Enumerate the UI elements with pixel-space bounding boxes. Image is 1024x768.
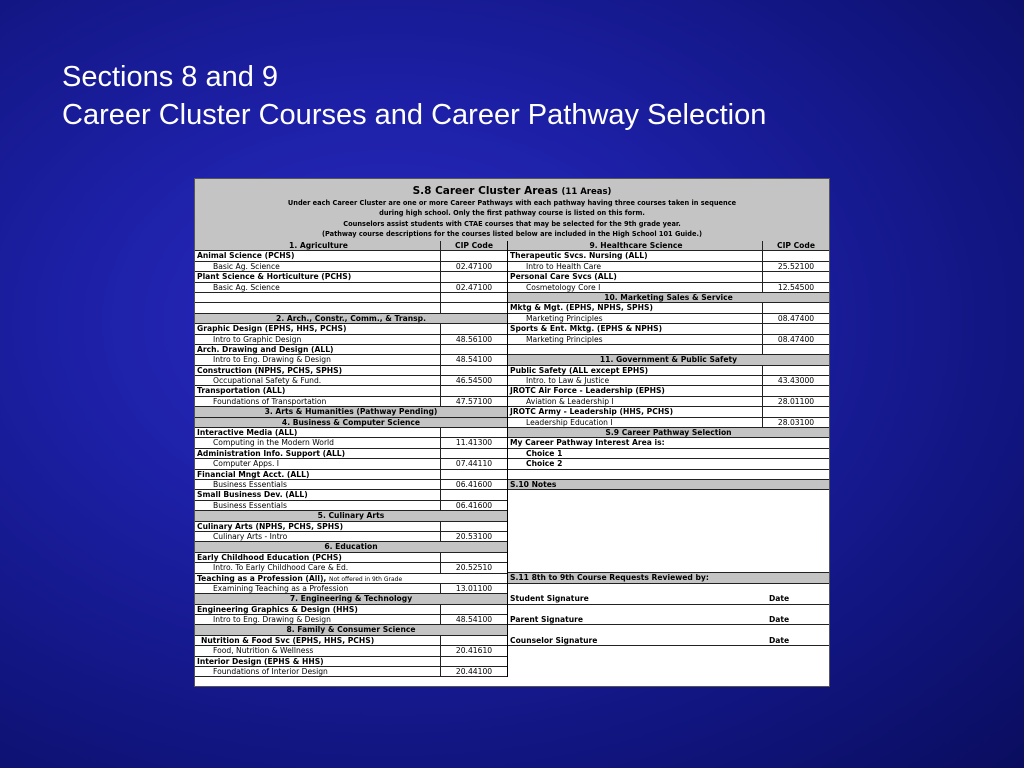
- pathway-row: Plant Science & Horticulture (PCHS): [195, 272, 507, 282]
- course-row: Cosmetology Core I 12.54500: [508, 283, 829, 293]
- notes-header: S.10 Notes: [508, 480, 829, 490]
- form-intro-1: Under each Career Cluster are one or more Career Pathways with each pathway having three courses taken in sequence: [287, 199, 737, 207]
- review-header: S.11 8th to 9th Course Requests Reviewed by:: [508, 573, 829, 583]
- pathway-row: Arch. Drawing and Design (ALL): [195, 345, 507, 355]
- pathway-row: Interactive Media (ALL): [195, 428, 507, 438]
- date-label: Date: [769, 594, 790, 604]
- course-row: Intro. to Law & Justice 43.43000: [508, 376, 829, 386]
- course-row: Intro to Eng. Drawing & Design 48.54100: [195, 615, 507, 625]
- course-row: Aviation & Leadership I 28.01100: [508, 397, 829, 407]
- pathway-row: Administration Info. Support (ALL): [195, 449, 507, 459]
- course-row: Food, Nutrition & Wellness 20.41610: [195, 646, 507, 656]
- blank-row: [508, 470, 829, 480]
- choice-2-row[interactable]: Choice 2: [508, 459, 829, 469]
- course-row: Basic Ag. Science 02.47100: [195, 262, 507, 272]
- pathway-row: Small Business Dev. (ALL): [195, 490, 507, 500]
- form-header: [195, 179, 829, 242]
- section-header: 5. Culinary Arts: [195, 511, 507, 521]
- section-header: 11. Government & Public Safety: [508, 355, 829, 365]
- blank-row: [508, 584, 829, 594]
- course-row: Occupational Safety & Fund. 46.54500: [195, 376, 507, 386]
- course-row: Marketing Principles 08.47400: [508, 335, 829, 345]
- date-label: Date: [769, 614, 790, 624]
- pathway-row: Mktg & Mgt. (EPHS, NPHS, SPHS): [508, 303, 829, 313]
- pathway-row: Graphic Design (EPHS, HHS, PCHS): [195, 324, 507, 334]
- section-header: 4. Business & Computer Science: [195, 418, 507, 428]
- form-title: S.8 Career Cluster Areas (11 Areas): [412, 185, 612, 197]
- section-header: 2. Arch., Constr., Comm., & Transp.: [195, 314, 507, 324]
- blank-row: [195, 303, 507, 313]
- course-row: Computing in the Modern World 11.41300: [195, 438, 507, 448]
- section-header: 9. Healthcare Science CIP Code: [508, 241, 829, 251]
- form-title-note: (11 Areas): [561, 187, 612, 197]
- blank-row: [508, 605, 829, 615]
- left-column: [195, 241, 508, 677]
- course-row: Basic Ag. Science 02.47100: [195, 283, 507, 293]
- pathway-row: Sports & Ent. Mktg. (EPHS & NPHS): [508, 324, 829, 334]
- pathway-row: Teaching as a Profession (All), Not offered in 9th Grade: [195, 574, 507, 584]
- blank-row: [508, 345, 829, 355]
- parent-signature-row[interactable]: Parent Signature Date: [508, 615, 829, 625]
- course-row: Foundations of Interior Design 20.44100: [195, 667, 507, 677]
- course-row: Marketing Principles 08.47400: [508, 314, 829, 324]
- course-row: Intro. To Early Childhood Care & Ed. 20.52510: [195, 563, 507, 573]
- blank-row: [508, 625, 829, 635]
- course-row: Business Essentials 06.41600: [195, 501, 507, 511]
- career-cluster-form: [194, 178, 830, 687]
- pathway-row: Public Safety (ALL except EPHS): [508, 366, 829, 376]
- choice-1-row[interactable]: Choice 1: [508, 449, 829, 459]
- pathway-row: Culinary Arts (NPHS, PCHS, SPHS): [195, 522, 507, 532]
- course-row: Foundations of Transportation 47.57100: [195, 397, 507, 407]
- pathway-row: Nutrition & Food Svc (EPHS, HHS, PCHS): [195, 636, 507, 646]
- student-signature-row[interactable]: Student Signature Date: [508, 594, 829, 604]
- pathway-row: Therapeutic Svcs. Nursing (ALL): [508, 251, 829, 261]
- pathway-row: Financial Mngt Acct. (ALL): [195, 470, 507, 480]
- section-header: 10. Marketing Sales & Service: [508, 293, 829, 303]
- form-intro-2: during high school. Only the first pathway course is listed on this form.: [379, 209, 645, 218]
- pathway-note: Not offered in 9th Grade: [328, 575, 403, 583]
- pathway-row: Animal Science (PCHS): [195, 251, 507, 261]
- pathway-row: Engineering Graphics & Design (HHS): [195, 605, 507, 615]
- pathway-row: Personal Care Svcs (ALL): [508, 272, 829, 282]
- pathway-row: Construction (NPHS, PCHS, SPHS): [195, 366, 507, 376]
- section-header: 3. Arts & Humanities (Pathway Pending): [195, 407, 507, 417]
- section-header: 6. Education: [195, 542, 507, 552]
- selection-label: My Career Pathway Interest Area is:: [508, 438, 829, 448]
- section-header: S.9 Career Pathway Selection: [508, 428, 829, 438]
- section-header: 8. Family & Consumer Science: [195, 625, 507, 635]
- course-row: Intro to Graphic Design 48.56100: [195, 335, 507, 345]
- section-header: 1. Agriculture CIP Code: [195, 241, 507, 251]
- pathway-row: Transportation (ALL): [195, 386, 507, 396]
- right-column: [508, 241, 829, 646]
- course-row: Intro to Health Care 25.52100: [508, 262, 829, 272]
- slide-title: [62, 58, 766, 134]
- notes-area[interactable]: [508, 490, 829, 573]
- course-row: Intro to Eng. Drawing & Design 48.54100: [195, 355, 507, 365]
- course-row: Culinary Arts - Intro 20.53100: [195, 532, 507, 542]
- form-intro-4: (Pathway course descriptions for the courses listed below are included in the High School 101 Guide.): [321, 229, 703, 238]
- counselor-signature-row[interactable]: Counselor Signature Date: [508, 636, 829, 646]
- section-header: 7. Engineering & Technology: [195, 594, 507, 604]
- form-intro-3: Counselors assist students with CTAE courses that may be selected for the 9th grade year.: [343, 219, 681, 228]
- date-label: Date: [769, 635, 790, 645]
- course-row: Business Essentials 06.41600: [195, 480, 507, 490]
- blank-row: [195, 293, 507, 303]
- pathway-row: JROTC Air Force - Leadership (EPHS): [508, 386, 829, 396]
- slide-title-line-1: Sections 8 and 9: [62, 61, 279, 93]
- course-row: Examining Teaching as a Profession 13.01100: [195, 584, 507, 594]
- course-row: Leadership Education I 28.03100: [508, 418, 829, 428]
- pathway-row: Interior Design (EPHS & HHS): [195, 657, 507, 667]
- course-row: Computer Apps. I 07.44110: [195, 459, 507, 469]
- slide-title-line-2: Career Cluster Courses and Career Pathway Selection: [62, 99, 767, 131]
- pathway-row: JROTC Army - Leadership (HHS, PCHS): [508, 407, 829, 417]
- pathway-row: Early Childhood Education (PCHS): [195, 553, 507, 563]
